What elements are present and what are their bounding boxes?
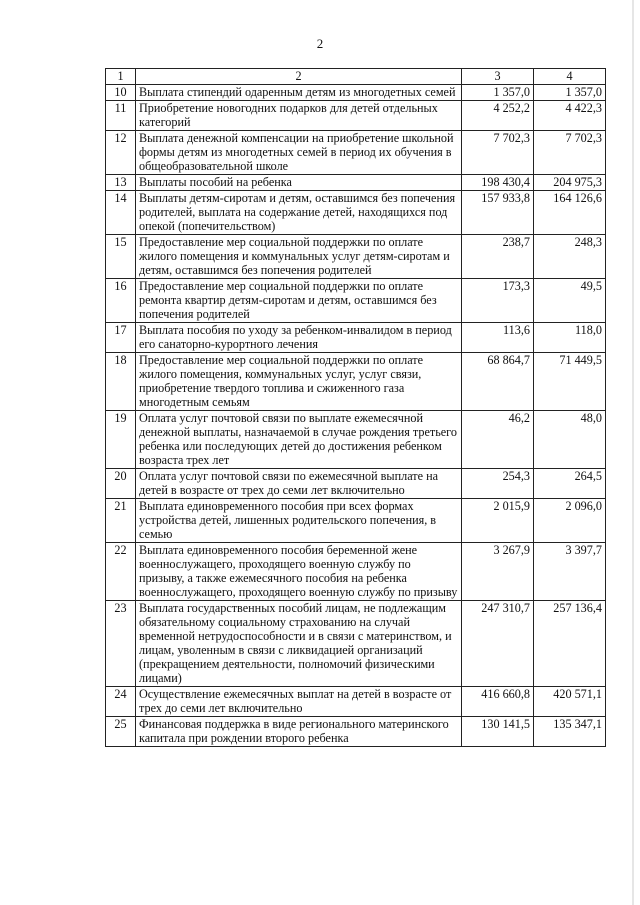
row-value-col3: 173,3 (462, 279, 534, 323)
row-value-col3: 4 252,2 (462, 101, 534, 131)
scan-edge-mark (632, 0, 634, 905)
table-row (106, 499, 606, 543)
row-value-col3: 157 933,8 (462, 191, 534, 235)
row-value-col3: 247 310,7 (462, 601, 534, 687)
row-value-col3: 254,3 (462, 469, 534, 499)
row-value-col3: 130 141,5 (462, 717, 534, 747)
header-col-4: 4 (534, 69, 606, 85)
row-name: Выплата единовременного пособия беременной жене военнослужащего, проходящего военную службу по призыву, а также ежемесячного пособия на ребенка военнослужащего, проходящего военную службу по призыву (136, 543, 462, 601)
row-number: 24 (106, 687, 136, 717)
row-value-col4: 48,0 (534, 411, 606, 469)
row-number: 13 (106, 175, 136, 191)
budget-table (105, 68, 606, 747)
row-number: 16 (106, 279, 136, 323)
row-name: Оплата услуг почтовой связи по выплате ежемесячной денежной выплаты, назначаемой в случае рождения третьего ребенка или последующих детей до достижения ребенком возраста трех лет (136, 411, 462, 469)
row-number: 21 (106, 499, 136, 543)
row-value-col4: 4 422,3 (534, 101, 606, 131)
table-row (106, 191, 606, 235)
row-number: 19 (106, 411, 136, 469)
page-number: 2 (316, 36, 324, 51)
table-row (106, 717, 606, 747)
row-name: Выплаты детям-сиротам и детям, оставшимся без попечения родителей, выплата на содержание детей, находящихся под опекой (попечительством) (136, 191, 462, 235)
row-value-col3: 46,2 (462, 411, 534, 469)
row-number: 20 (106, 469, 136, 499)
row-value-col4: 135 347,1 (534, 717, 606, 747)
row-name: Выплата пособия по уходу за ребенком-инвалидом в период его санаторно-курортного лечения (136, 323, 462, 353)
row-name: Выплата государственных пособий лицам, не подлежащим обязательному социальному страхованию на случай временной нетрудоспособности и в связи с материнством, и лицам, уволенным в связи с ликвидацией организаций (прекращением деятельности, полномочий физическими лицами) (136, 601, 462, 687)
row-number: 22 (106, 543, 136, 601)
table-row (106, 543, 606, 601)
row-name: Предоставление мер социальной поддержки по оплате ремонта квартир детям-сиротам и детям, оставшимся без попечения родителей (136, 279, 462, 323)
row-value-col4: 71 449,5 (534, 353, 606, 411)
row-number: 15 (106, 235, 136, 279)
row-value-col4: 1 357,0 (534, 85, 606, 101)
row-value-col4: 49,5 (534, 279, 606, 323)
row-value-col4: 7 702,3 (534, 131, 606, 175)
row-number: 11 (106, 101, 136, 131)
row-value-col4: 3 397,7 (534, 543, 606, 601)
header-col-2: 2 (136, 69, 462, 85)
table-row (106, 411, 606, 469)
row-name: Предоставление мер социальной поддержки по оплате жилого помещения, коммунальных услуг, услуг связи, приобретение твердого топлива и сжиженного газа многодетным семьям (136, 353, 462, 411)
table-row (106, 687, 606, 717)
row-number: 12 (106, 131, 136, 175)
table-row (106, 601, 606, 687)
row-number: 25 (106, 717, 136, 747)
row-name: Выплаты пособий на ребенка (136, 175, 462, 191)
row-value-col4: 420 571,1 (534, 687, 606, 717)
table-row (106, 469, 606, 499)
row-value-col3: 238,7 (462, 235, 534, 279)
row-value-col4: 248,3 (534, 235, 606, 279)
table-row (106, 175, 606, 191)
row-number: 17 (106, 323, 136, 353)
header-col-1: 1 (106, 69, 136, 85)
row-value-col3: 113,6 (462, 323, 534, 353)
row-value-col3: 198 430,4 (462, 175, 534, 191)
row-value-col3: 416 660,8 (462, 687, 534, 717)
table-row (106, 131, 606, 175)
row-name: Приобретение новогодних подарков для детей отдельных категорий (136, 101, 462, 131)
row-name: Выплата стипендий одаренным детям из многодетных семей (136, 85, 462, 101)
row-number: 10 (106, 85, 136, 101)
row-name: Оплата услуг почтовой связи по ежемесячной выплате на детей в возрасте от трех до семи лет включительно (136, 469, 462, 499)
table-row (106, 101, 606, 131)
row-number: 18 (106, 353, 136, 411)
row-value-col3: 7 702,3 (462, 131, 534, 175)
row-value-col3: 2 015,9 (462, 499, 534, 543)
row-name: Выплата единовременного пособия при всех формах устройства детей, лишенных родительского попечения, в семью (136, 499, 462, 543)
table-row (106, 85, 606, 101)
table-header-row (106, 69, 606, 85)
row-name: Осуществление ежемесячных выплат на детей в возрасте от трех до семи лет включительно (136, 687, 462, 717)
row-value-col4: 2 096,0 (534, 499, 606, 543)
row-value-col4: 164 126,6 (534, 191, 606, 235)
row-value-col4: 264,5 (534, 469, 606, 499)
table-body (106, 69, 606, 747)
row-value-col3: 3 267,9 (462, 543, 534, 601)
table-row (106, 235, 606, 279)
header-col-3: 3 (462, 69, 534, 85)
row-value-col4: 118,0 (534, 323, 606, 353)
row-value-col3: 68 864,7 (462, 353, 534, 411)
row-number: 23 (106, 601, 136, 687)
row-value-col4: 204 975,3 (534, 175, 606, 191)
row-number: 14 (106, 191, 136, 235)
row-name: Финансовая поддержка в виде регионального материнского капитала при рождении второго ребенка (136, 717, 462, 747)
row-value-col4: 257 136,4 (534, 601, 606, 687)
row-name: Предоставление мер социальной поддержки по оплате жилого помещения и коммунальных услуг детям-сиротам и детям, оставшимся без попечения родителей (136, 235, 462, 279)
table-row (106, 279, 606, 323)
row-value-col3: 1 357,0 (462, 85, 534, 101)
row-name: Выплата денежной компенсации на приобретение школьной формы детям из многодетных семей в период их обучения в общеобразовательной школе (136, 131, 462, 175)
table-row (106, 353, 606, 411)
table-row (106, 323, 606, 353)
